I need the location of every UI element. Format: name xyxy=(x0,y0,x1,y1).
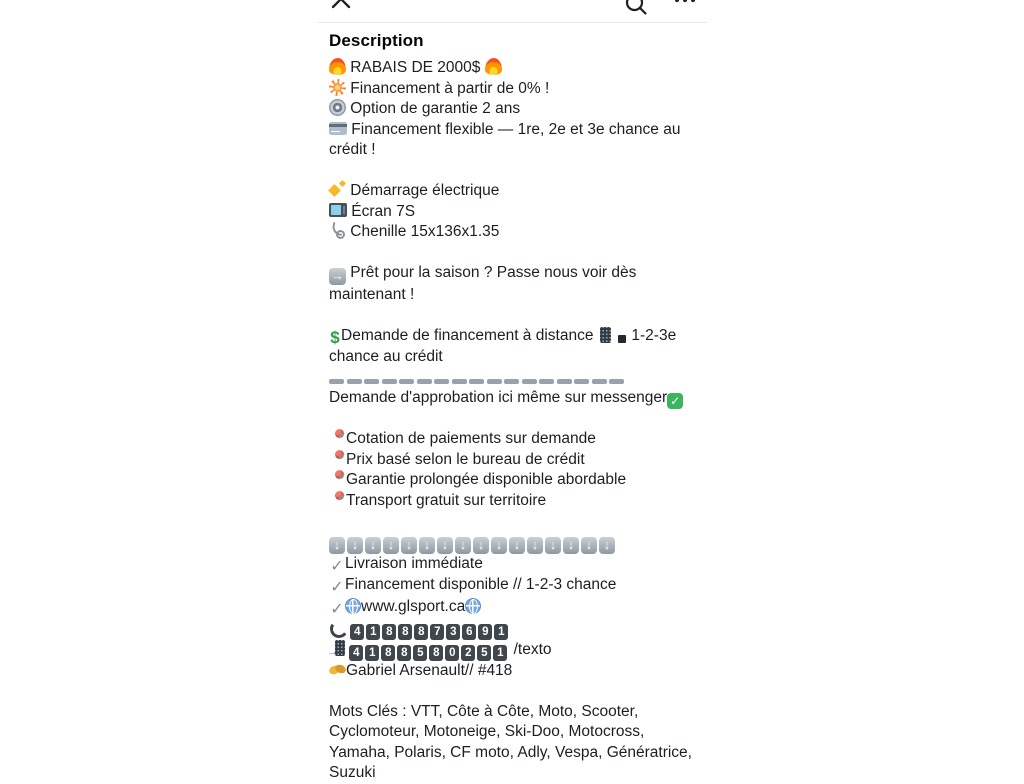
minus-icon xyxy=(382,379,397,384)
arrow-down-icon xyxy=(365,537,381,554)
keycap-digit: 9 xyxy=(478,624,492,640)
arrow-down-icon xyxy=(509,537,525,554)
description-line: Transport gratuit sur territoire xyxy=(329,491,695,512)
keycap-digit: 4 xyxy=(350,624,364,640)
minus-icon xyxy=(347,379,362,384)
description-line: $Demande de financement à distance 1-2-3e chance au crédit xyxy=(329,326,695,367)
keycap-digit: 5 xyxy=(477,645,491,661)
minus-icon xyxy=(592,379,607,384)
keycap-digit: 1 xyxy=(366,624,380,640)
minus-icon xyxy=(609,379,624,384)
keycap-digit: 8 xyxy=(397,645,411,661)
description-line: Cotation de paiements sur demande xyxy=(329,429,695,450)
top-bar xyxy=(318,0,707,23)
check-gray-icon xyxy=(329,558,345,575)
collision-icon xyxy=(329,79,346,96)
minus-icon xyxy=(487,379,502,384)
pushpin-icon xyxy=(329,470,346,487)
arrow-down-icon xyxy=(491,537,507,554)
description-body xyxy=(329,58,695,784)
arrow-down-icon xyxy=(401,537,417,554)
arrow-down-icon xyxy=(581,537,597,554)
keycap-digit: 1 xyxy=(365,645,379,661)
minus-icon xyxy=(574,379,589,384)
keycap-digit: 8 xyxy=(398,624,412,640)
minus-icon xyxy=(399,379,414,384)
description-line: Chenille 15x136x1.35 xyxy=(329,222,695,243)
fire-icon xyxy=(329,58,346,75)
description-line: Financement à partir de 0% ! xyxy=(329,79,695,100)
keycap-digit: 4 xyxy=(349,645,363,661)
description-line xyxy=(329,367,695,388)
minus-icon xyxy=(364,379,379,384)
keycap-digit: 3 xyxy=(446,624,460,640)
description-line xyxy=(329,305,695,326)
keycap-digit: 1 xyxy=(494,624,508,640)
minus-icon xyxy=(522,379,537,384)
check-gray-icon xyxy=(329,602,345,619)
description-line: Garantie prolongée disponible abordable xyxy=(329,470,695,491)
description-line xyxy=(329,619,695,640)
arrow-down-icon xyxy=(545,537,561,554)
dollar-icon xyxy=(329,330,341,347)
keycap-digit: 6 xyxy=(462,624,476,640)
description-line: Prix basé selon le bureau de crédit xyxy=(329,450,695,471)
description-line: Mots Clés : VTT, Côte à Côte, Moto, Scooter, Cyclomoteur, Motoneige, Ski-Doo, Motocross, Yamaha, Polaris, CF moto, Adly, Vespa, Génératrice, Suzuki xyxy=(329,702,692,782)
minus-icon xyxy=(329,379,344,384)
arrow-down-icon xyxy=(455,537,471,554)
fire-icon xyxy=(485,58,502,75)
description-line: Démarrage électrique xyxy=(329,181,695,202)
listing-detail-panel xyxy=(318,0,707,782)
arrow-down-icon xyxy=(527,537,543,554)
pushpin-icon xyxy=(329,429,346,446)
small-square-icon xyxy=(618,335,626,343)
minus-icon xyxy=(434,379,449,384)
description-line: Écran 7S xyxy=(329,202,695,223)
description-line xyxy=(329,532,695,554)
description-line xyxy=(329,243,695,264)
keycap-digit: 7 xyxy=(430,624,444,640)
arrow-down-icon xyxy=(347,537,363,554)
description-line xyxy=(329,161,695,182)
scooter-icon xyxy=(329,222,346,239)
description-line xyxy=(329,409,695,430)
minus-icon xyxy=(417,379,432,384)
arrow-down-icon xyxy=(473,537,489,554)
description-section xyxy=(318,23,707,784)
description-line: Demande d'approbation ici même sur messenger✓ xyxy=(329,388,695,409)
pushpin-icon xyxy=(329,450,346,467)
globe-icon xyxy=(465,598,481,614)
keycap-digit: 8 xyxy=(381,645,395,661)
description-heading: Description xyxy=(329,31,424,50)
arrow-down-icon xyxy=(599,537,615,554)
arrow-down-icon xyxy=(383,537,399,554)
arrow-down-icon xyxy=(563,537,579,554)
phone-arrow-icon xyxy=(329,640,345,657)
sparkles-icon xyxy=(329,181,346,198)
handshake-icon xyxy=(329,661,346,678)
keycap-digit: 8 xyxy=(429,645,443,661)
minus-icon xyxy=(557,379,572,384)
description-line: ✓Livraison immédiate xyxy=(329,554,695,576)
arrow-down-icon xyxy=(437,537,453,554)
right-arrow-icon xyxy=(329,268,346,285)
description-line: ✓Financement disponible // 1-2-3 chance xyxy=(329,575,695,597)
description-line: Gabriel Arsenault// #418 xyxy=(329,661,695,682)
description-line: Financement flexible — 1re, 2e et 3e chance au crédit ! xyxy=(329,120,681,158)
minus-icon xyxy=(469,379,484,384)
description-line: Option de garantie 2 ans xyxy=(329,99,695,120)
description-line: → Prêt pour la saison ? Passe nous voir dès maintenant ! xyxy=(329,263,695,305)
search-icon[interactable] xyxy=(624,0,648,16)
check-green-icon xyxy=(667,393,683,409)
credit-card-icon xyxy=(329,122,347,135)
arrow-down-icon xyxy=(329,537,345,554)
description-line xyxy=(329,511,695,532)
pushpin-icon xyxy=(329,491,346,508)
description-line: → 4 1 8 8 5 8 0 2 5 1 /texto xyxy=(329,640,695,661)
keycap-digit: 0 xyxy=(445,645,459,661)
description-line: RABAIS DE 2000$ xyxy=(329,58,695,79)
more-options-icon[interactable] xyxy=(674,0,696,6)
keycap-digit: 2 xyxy=(461,645,475,661)
keycap-digit: 5 xyxy=(413,645,427,661)
keycap-digit: 1 xyxy=(493,645,507,661)
close-icon[interactable] xyxy=(330,0,352,10)
check-gray-icon xyxy=(329,580,345,597)
arrow-down-icon xyxy=(419,537,435,554)
keycap-digit: 8 xyxy=(414,624,428,640)
keycap-digit: 8 xyxy=(382,624,396,640)
globe-icon xyxy=(345,598,361,614)
tv-icon xyxy=(329,203,347,217)
description-line: ✓www.glsport.ca xyxy=(329,597,695,619)
phone-receiver-icon xyxy=(329,619,346,636)
minus-icon xyxy=(539,379,554,384)
mobile-phone-icon xyxy=(600,327,611,343)
minus-icon xyxy=(504,379,519,384)
silver-disc-icon xyxy=(329,99,346,116)
minus-icon xyxy=(452,379,467,384)
description-line xyxy=(329,681,695,702)
